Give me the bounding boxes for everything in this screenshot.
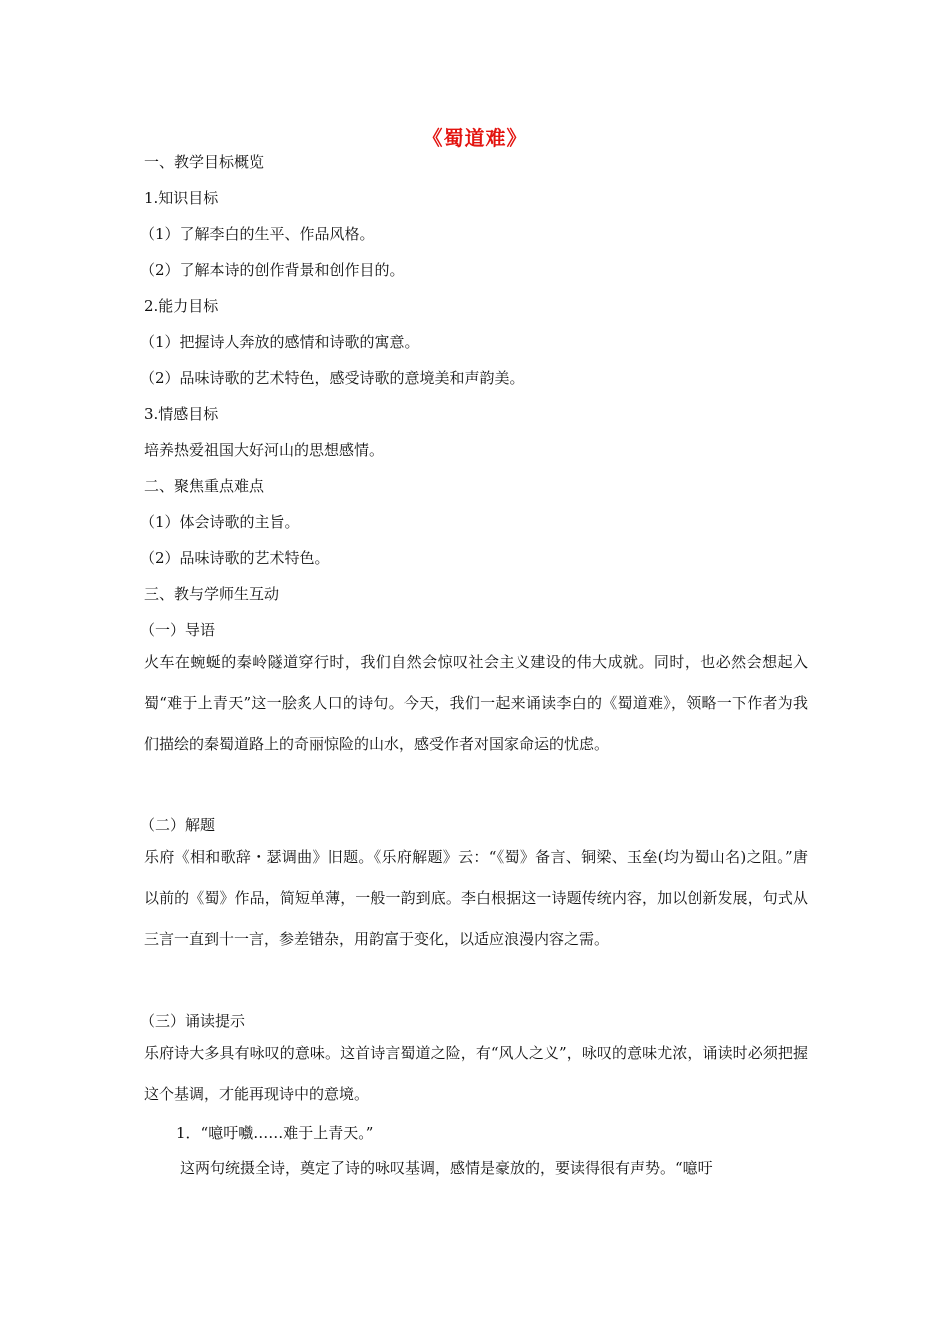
knowledge-goal-1: （1）了解李白的生平、作品风格。 bbox=[140, 225, 375, 243]
emotion-goal-heading: 3.情感目标 bbox=[144, 405, 219, 423]
emotion-goal-text: 培养热爱祖国大好河山的思想感情。 bbox=[144, 441, 385, 459]
intro-paragraph: 火车在蜿蜒的秦岭隧道穿行时，我们自然会惊叹社会主义建设的伟大成就。同时，也必然会想起入蜀“难于上青天”这一脍炙人口的诗句。今天，我们一起来诵读李白的《蜀道难》，领略一下作者为我们描绘的秦蜀道路上的奇丽惊险的山水，感受作者对国家命运的忧虑。 bbox=[144, 653, 808, 753]
knowledge-goal-2: （2）了解本诗的创作背景和创作目的。 bbox=[140, 261, 405, 279]
reading-tips-paragraph: 乐府诗大多具有咏叹的意味。这首诗言蜀道之险，有“风人之义”，咏叹的意味尤浓，诵读时必须把握这个基调，才能再现诗中的意境。 bbox=[144, 1044, 808, 1103]
section-1-heading: 一、教学目标概览 bbox=[144, 153, 265, 171]
ability-goal-heading: 2.能力目标 bbox=[144, 297, 219, 315]
reading-item-1: 1．“噫吁嚱……难于上青天。” bbox=[176, 1124, 374, 1142]
explain-heading: （二）解题 bbox=[140, 816, 216, 834]
reading-tips-heading: （三）诵读提示 bbox=[140, 1012, 246, 1030]
ability-goal-2: （2）品味诗歌的艺术特色，感受诗歌的意境美和声韵美。 bbox=[140, 369, 525, 387]
key-point-2: （2）品味诗歌的艺术特色。 bbox=[140, 549, 330, 567]
explain-paragraph: 乐府《相和歌辞・瑟调曲》旧题。《乐府解题》云：“《蜀》备言、铜梁、玉垒(均为蜀山名)之阻。”唐以前的《蜀》作品，简短单薄，一般一韵到底。李白根据这一诗题传统内容，加以创新发展，句式从三言一直到十一言，参差错杂，用韵富于变化，以适应浪漫内容之需。 bbox=[144, 848, 808, 948]
knowledge-goal-heading: 1.知识目标 bbox=[144, 189, 219, 207]
section-3-heading: 三、教与学师生互动 bbox=[144, 585, 280, 603]
document-title: 《蜀道难》 bbox=[422, 126, 528, 150]
section-2-heading: 二、聚焦重点难点 bbox=[144, 477, 265, 495]
intro-heading: （一）导语 bbox=[140, 621, 216, 639]
key-point-1: （1）体会诗歌的主旨。 bbox=[140, 513, 300, 531]
ability-goal-1: （1）把握诗人奔放的感情和诗歌的寓意。 bbox=[140, 333, 420, 351]
reading-item-1-text: 这两句统摄全诗，奠定了诗的咏叹基调，感情是豪放的，要读得很有声势。“噫吁 bbox=[180, 1159, 713, 1177]
